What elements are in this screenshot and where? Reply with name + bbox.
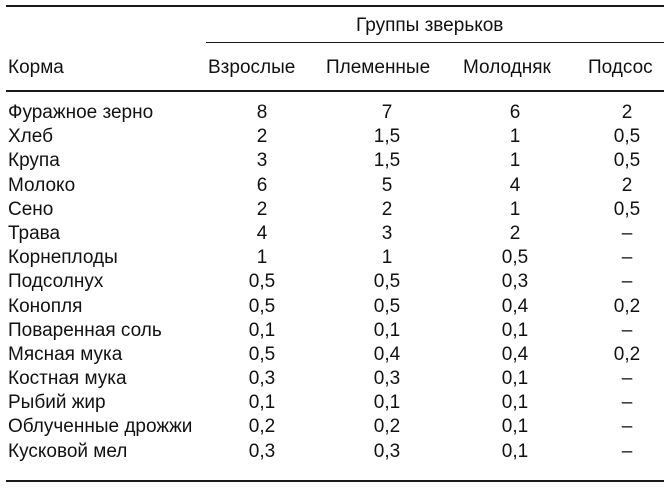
value-adults: 1 [256, 247, 268, 269]
value-suckling: 0,2 [613, 295, 641, 317]
value-breeding: 0,5 [373, 271, 401, 293]
value-suckling: – [621, 368, 633, 390]
table-row [0, 222, 670, 246]
value-suckling: – [621, 440, 633, 462]
value-breeding: 5 [381, 174, 393, 196]
table-row [0, 149, 670, 173]
table-row [0, 174, 670, 198]
column-header-young: Молодняк [463, 57, 551, 78]
value-young: 0,1 [501, 368, 529, 390]
value-adults: 0,2 [248, 416, 276, 438]
value-breeding: 0,3 [373, 368, 401, 390]
value-adults: 3 [256, 150, 268, 172]
value-breeding: 0,2 [373, 416, 401, 438]
value-suckling: 0,5 [613, 150, 641, 172]
value-suckling: – [621, 392, 633, 414]
table-row [0, 367, 670, 391]
feed-name: Корнеплоды [8, 247, 118, 269]
value-suckling: – [621, 222, 633, 244]
feed-name: Фуражное зерно [8, 102, 154, 123]
column-header-breeding: Племенные [326, 57, 431, 78]
value-suckling: 0,2 [613, 343, 641, 365]
value-adults: 8 [256, 102, 268, 123]
value-breeding: 0,4 [373, 343, 401, 365]
value-young: 0,1 [501, 440, 529, 462]
table-row [0, 319, 670, 343]
value-breeding: 0,5 [373, 295, 401, 317]
feed-name: Сено [8, 198, 54, 220]
table-row [0, 246, 670, 270]
value-adults: 0,3 [248, 368, 276, 390]
table-row [0, 198, 670, 222]
value-adults: 2 [256, 198, 268, 220]
table-bottom-rule [6, 480, 664, 482]
value-breeding: 2 [381, 198, 393, 220]
value-young: 0,1 [501, 392, 529, 414]
value-adults: 0,1 [248, 319, 276, 341]
table-row [0, 295, 670, 319]
value-suckling: 0,5 [613, 198, 641, 220]
group-header: Группы зверьков [356, 15, 504, 36]
value-suckling: – [621, 416, 633, 438]
feed-name: Крупа [8, 150, 60, 172]
value-suckling: – [621, 271, 633, 293]
feed-name: Молоко [8, 174, 76, 196]
column-header-suckling: Подсос [588, 57, 653, 78]
table-row [0, 343, 670, 367]
feed-name: Облученные дрожжи [8, 416, 193, 438]
feed-name: Поваренная соль [8, 319, 162, 341]
table-row [0, 270, 670, 294]
value-young: 2 [509, 222, 521, 244]
value-adults: 0,5 [248, 343, 276, 365]
value-young: 0,3 [501, 271, 529, 293]
feed-name: Подсолнух [8, 271, 104, 293]
value-breeding: 0,3 [373, 440, 401, 462]
value-young: 0,1 [501, 319, 529, 341]
value-young: 0,1 [501, 416, 529, 438]
value-young: 1 [509, 126, 521, 148]
group-header-rule [206, 42, 664, 43]
value-breeding: 1,5 [373, 126, 401, 148]
feed-name: Хлеб [8, 126, 53, 148]
value-young: 0,4 [501, 343, 529, 365]
table-row [0, 125, 670, 149]
value-young: 0,4 [501, 295, 529, 317]
value-suckling: 0,5 [613, 126, 641, 148]
table-top-rule [6, 5, 664, 7]
value-adults: 0,3 [248, 440, 276, 462]
header-bottom-rule [6, 90, 664, 92]
value-adults: 0,5 [248, 295, 276, 317]
row-header-feed: Корма [8, 57, 64, 78]
feed-name: Конопля [8, 295, 83, 317]
value-adults: 6 [256, 174, 268, 196]
value-suckling: – [621, 247, 633, 269]
table-row [0, 440, 670, 464]
column-header-adults: Взрослые [208, 57, 296, 78]
value-breeding: 0,1 [373, 392, 401, 414]
value-suckling: 2 [621, 174, 633, 196]
value-suckling: – [621, 319, 633, 341]
value-breeding: 0,1 [373, 319, 401, 341]
value-breeding: 7 [381, 102, 393, 123]
value-adults: 0,1 [248, 392, 276, 414]
value-adults: 0,5 [248, 271, 276, 293]
table-row [0, 415, 670, 439]
table-row [0, 101, 670, 125]
value-young: 1 [509, 198, 521, 220]
value-adults: 2 [256, 126, 268, 148]
value-adults: 4 [256, 222, 268, 244]
value-young: 1 [509, 150, 521, 172]
feed-name: Рыбий жир [8, 392, 106, 414]
table-body [0, 101, 670, 464]
value-breeding: 3 [381, 222, 393, 244]
feed-name: Кусковой мел [8, 440, 128, 462]
feed-name: Трава [8, 222, 61, 244]
value-young: 4 [509, 174, 521, 196]
feed-name: Мясная мука [8, 343, 123, 365]
feed-name: Костная мука [8, 368, 127, 390]
value-breeding: 1 [381, 247, 393, 269]
value-young: 6 [509, 102, 521, 123]
value-suckling: 2 [621, 102, 633, 123]
value-breeding: 1,5 [373, 150, 401, 172]
table-row [0, 391, 670, 415]
value-young: 0,5 [501, 247, 529, 269]
